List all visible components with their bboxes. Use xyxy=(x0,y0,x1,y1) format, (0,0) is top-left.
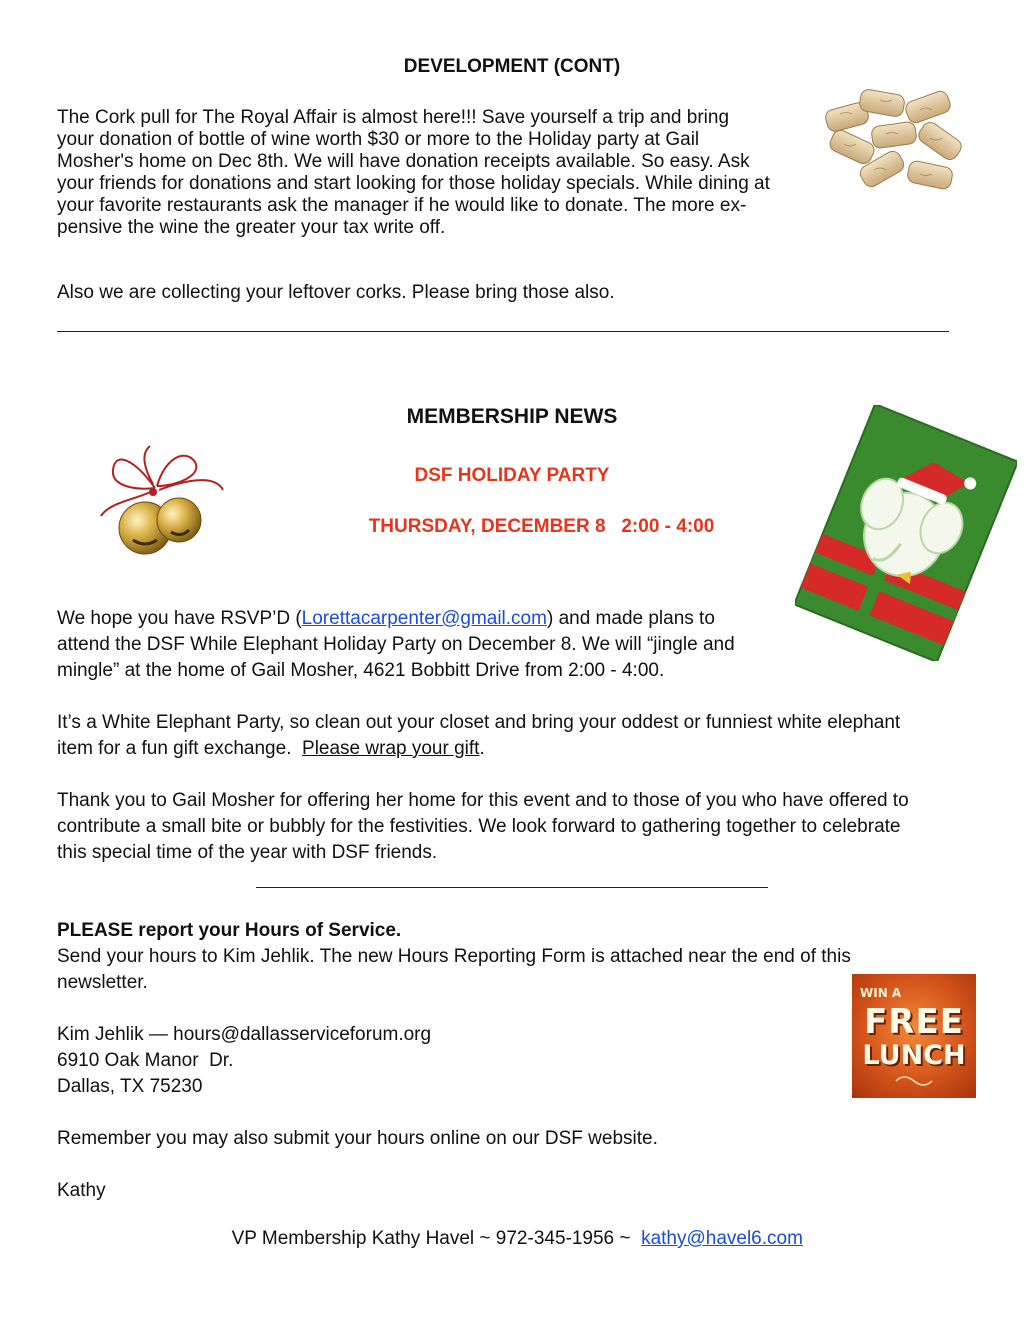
badge-lunch-text: LUNCH xyxy=(862,1040,966,1071)
thanks-line: this special time of the year with DSF friends. xyxy=(57,842,438,863)
jingle-bells-image xyxy=(95,440,230,570)
dev-line: pensive the wine the greater your tax write off. xyxy=(57,217,446,238)
white-elephant-paragraph xyxy=(57,712,977,760)
footer-email-link[interactable]: kathy@havel6.com xyxy=(641,1228,803,1249)
development-paragraph xyxy=(57,107,817,239)
corks-collection-text: Also we are collecting your leftover corks. Please bring those also. xyxy=(57,282,615,303)
white-elephant-text: item for a fun gift exchange. xyxy=(57,738,303,759)
footer-text: VP Membership Kathy Havel ~ 972-345-1956 ~ xyxy=(231,1228,642,1249)
section-divider xyxy=(57,331,949,332)
footer-contact xyxy=(0,1206,1024,1250)
dev-line: Mosher's home on Dec 8th. We will have donation receipts available. So easy. Ask xyxy=(57,151,750,172)
event-date: THURSDAY, DECEMBER 8 2:00 - 4:00 xyxy=(368,516,715,537)
thanks-line: contribute a small bite or bubbly for the festivities. We look forward to gathering together to celebrate xyxy=(57,816,901,837)
hours-heading: PLEASE report your Hours of Service. xyxy=(57,920,402,941)
rsvp-text: ) and made plans to xyxy=(546,608,715,629)
dev-line: The Cork pull for The Royal Affair is almost here!!! Save yourself a trip and bring xyxy=(57,107,730,128)
free-lunch-badge xyxy=(852,974,976,1098)
dev-line: your donation of bottle of wine worth $30 or more to the Holiday party at Gail xyxy=(57,129,700,150)
flourish-icon xyxy=(894,1074,934,1088)
contact-name: Kim Jehlik — hours@dallasserviceforum.org xyxy=(57,1024,432,1045)
hours-line: newsletter. xyxy=(57,972,148,993)
badge-free-text: FREE xyxy=(864,1002,964,1042)
white-elephant-line: It’s a White Elephant Party, so clean out your closet and bring your oddest or funniest white elephant xyxy=(57,712,901,733)
section-divider xyxy=(256,887,768,888)
signoff: Kathy xyxy=(57,1180,106,1201)
development-heading: DEVELOPMENT (CONT) xyxy=(403,56,621,77)
rsvp-text: We hope you have RSVP’D ( xyxy=(57,608,302,629)
rsvp-line: mingle” at the home of Gail Mosher, 4621 Bobbitt Drive from 2:00 - 4:00. xyxy=(57,660,665,681)
hours-line: Send your hours to Kim Jehlik. The new Hours Reporting Form is attached near the end of this xyxy=(57,946,851,967)
contact-address: 6910 Oak Manor Dr. xyxy=(57,1050,234,1071)
rsvp-paragraph xyxy=(57,608,797,682)
dev-line: your favorite restaurants ask the manager if he would like to donate. The more ex- xyxy=(57,195,747,216)
event-title: DSF HOLIDAY PARTY xyxy=(414,465,610,486)
dev-line: your friends for donations and start looking for those holiday specials. While dining at xyxy=(57,173,770,194)
thanks-line: Thank you to Gail Mosher for offering her home for this event and to those of you who have offered to xyxy=(57,790,909,811)
contact-address: Dallas, TX 75230 xyxy=(57,1076,203,1097)
badge-win-text: WIN A xyxy=(860,986,902,1000)
membership-heading: MEMBERSHIP NEWS xyxy=(406,405,618,428)
white-elephant-card-image xyxy=(795,405,1017,661)
rsvp-line: attend the DSF While Elephant Holiday Party on December 8. We will “jingle and xyxy=(57,634,735,655)
white-elephant-text: . xyxy=(479,738,485,759)
rsvp-email-link[interactable]: Lorettacarpenter@gmail.com xyxy=(301,608,547,629)
online-submission-text: Remember you may also submit your hours online on our DSF website. xyxy=(57,1128,658,1149)
thanks-paragraph xyxy=(57,790,977,864)
wine-corks-image xyxy=(820,86,972,194)
wrap-gift-text: Please wrap your gift xyxy=(302,738,480,759)
